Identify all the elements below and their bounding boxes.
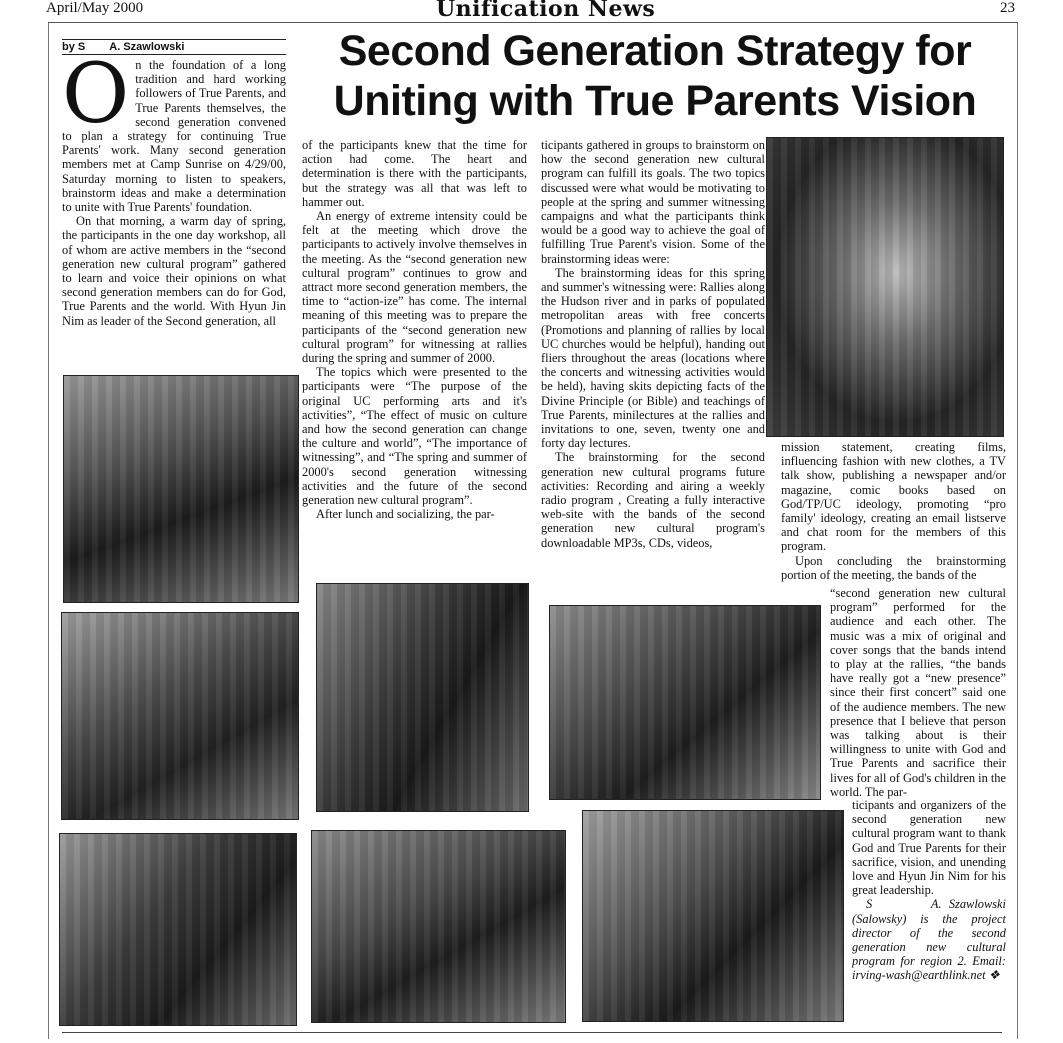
paragraph: mission statement, creating films, influencing fashion with new clothes, a TV talk show, publishing a newspaper and/or magazine, comic books based on God/TP/UC ideology, promoting “pro family' ideology, creating an email listserve and chat room for the members of this program. (781, 440, 1006, 554)
column-4-middle (830, 586, 1006, 799)
paragraph: ticipants and organizers of the second generation new cultural program want to thank God and True Parents for their sacrifice, vision, and unending love and Hyun Jin Nim for his great leadership. (852, 798, 1006, 898)
header-rule (48, 22, 1018, 23)
article-title (300, 26, 1010, 126)
paragraph: of the participants knew that the time for action had come. The heart and determination is there with the participants, but the strategy was all that was left to hammer out. (302, 138, 527, 209)
photo-band-vocalists (582, 810, 844, 1022)
photo-guitarist-drummer (549, 605, 821, 800)
page-number: 23 (1000, 0, 1015, 16)
drop-cap: O (62, 47, 130, 142)
paragraph: On that morning, a warm day of spring, the participants in the one day workshop, all of whom are active members in the “second generation new cultural program” gathered to learn and voice their opinions on what second generation members can do for God, True Parents and the world. With Hyun Jin Nim as leader of the Second generation, all (62, 214, 286, 328)
paragraph: Upon concluding the brainstorming portion of the meeting, the bands of the (781, 553, 1006, 582)
column-4-bottom (852, 798, 1010, 983)
photo-band-drums (59, 833, 297, 1026)
title-line-1: Second Generation Strategy for (338, 27, 972, 75)
publication-name: Unification News (436, 0, 656, 22)
photo-singer-microphone (766, 137, 1004, 437)
photo-guitarists-pair (61, 612, 299, 820)
column-2 (302, 138, 527, 521)
paragraph: “second generation new cultural program” performed for the audience and each other. The music was a mix of original and cover songs that the bands intend to play at the rallies, “the bands have really got a “new presence” since their first concert” said one of the audience members. The new presence that I believe that person was talking about is their willingness to unite with God and True Parents and sacrifice their lives for all of God's children in the world. The par- (830, 586, 1007, 799)
photo-pianist (63, 375, 299, 603)
photo-group-singers (311, 830, 566, 1023)
paragraph: The brainstorming ideas for this spring and summer's witnessing were: Rallies along the Hudson river and in parks of populated metropolitan areas with free concerts (Promotions and planning of rallies by local UC churches would be helpful), handing out fliers throughout the areas (locations where the concerts and witnessing activities would be held), having skits depicting facts of the Divine Principle (or Bible) and teachings of True Parents, minilectures at the rallies and invitations to one, seven, twenty one and forty day lectures. (541, 265, 765, 451)
paragraph: The brainstorming for the second generation new cultural programs future activities: Recording and airing a weekly radio program , Creating a fully interactive web-site with the bands of the second generation new cultural program's downloadable MP3s, CDs, videos, (541, 450, 765, 550)
author-bio: S A. Szawlowski (Salowsky) is the project director of the second generation new cultural program for region 2. Email: irving-wash@earthlink.net ❖ (852, 897, 1010, 983)
issue-date: April/May 2000 (46, 0, 144, 16)
column-3 (541, 138, 765, 550)
paragraph: The topics which were presented to the participants were “The purpose of the original UC performing arts and it's activities”, “The effect of music on culture and how the second generation can change the culture and world”, “The importance of witnessing”, and “The spring and summer of 2000's second generation witnessing activities and the future of the second generation new cultural program”. (302, 365, 527, 508)
photo-flutist (316, 583, 529, 812)
paragraph: ticipants gathered in groups to brainstorm on how the second generation new cultural program can fulfill its goals. The two topics discussed were what would be motivating to people at the spring and summer witnessing campaigns and what the participants think would be a good way to achieve the goal of fulfilling True Parent's vision. Some of the brainstorming ideas were: (541, 138, 765, 266)
paragraph: After lunch and socializing, the par- (316, 507, 495, 522)
title-line-2: Uniting with True Parents Vision (333, 77, 977, 125)
column-4-top (781, 440, 1006, 582)
byline: by S A. Szawlowski (62, 39, 286, 55)
paragraph: On the foundation of a long tradition and hard working followers of True Parents, and True Parents themselves, the second generation convened to plan a strategy for continuing True Parents' work. Many second generation members met at Camp Sunrise on 4/29/00, Saturday morning to listen to speakers, brainstorm ideas and make a determination to unite with True Parents' foundation. (62, 47, 286, 215)
footer-rule (62, 1032, 1002, 1033)
paragraph: An energy of extreme intensity could be felt at the meeting which drove the participants to actively involve themselves in the meeting. As the “second generation new cultural program” continues to grow and attract more second generation members, the time to “action-ize” has come. The internal meaning of this meeting was to prepare the participants of the “second generation new cultural program” for witnessing at rallies during the spring and summer of 2000. (302, 209, 527, 366)
